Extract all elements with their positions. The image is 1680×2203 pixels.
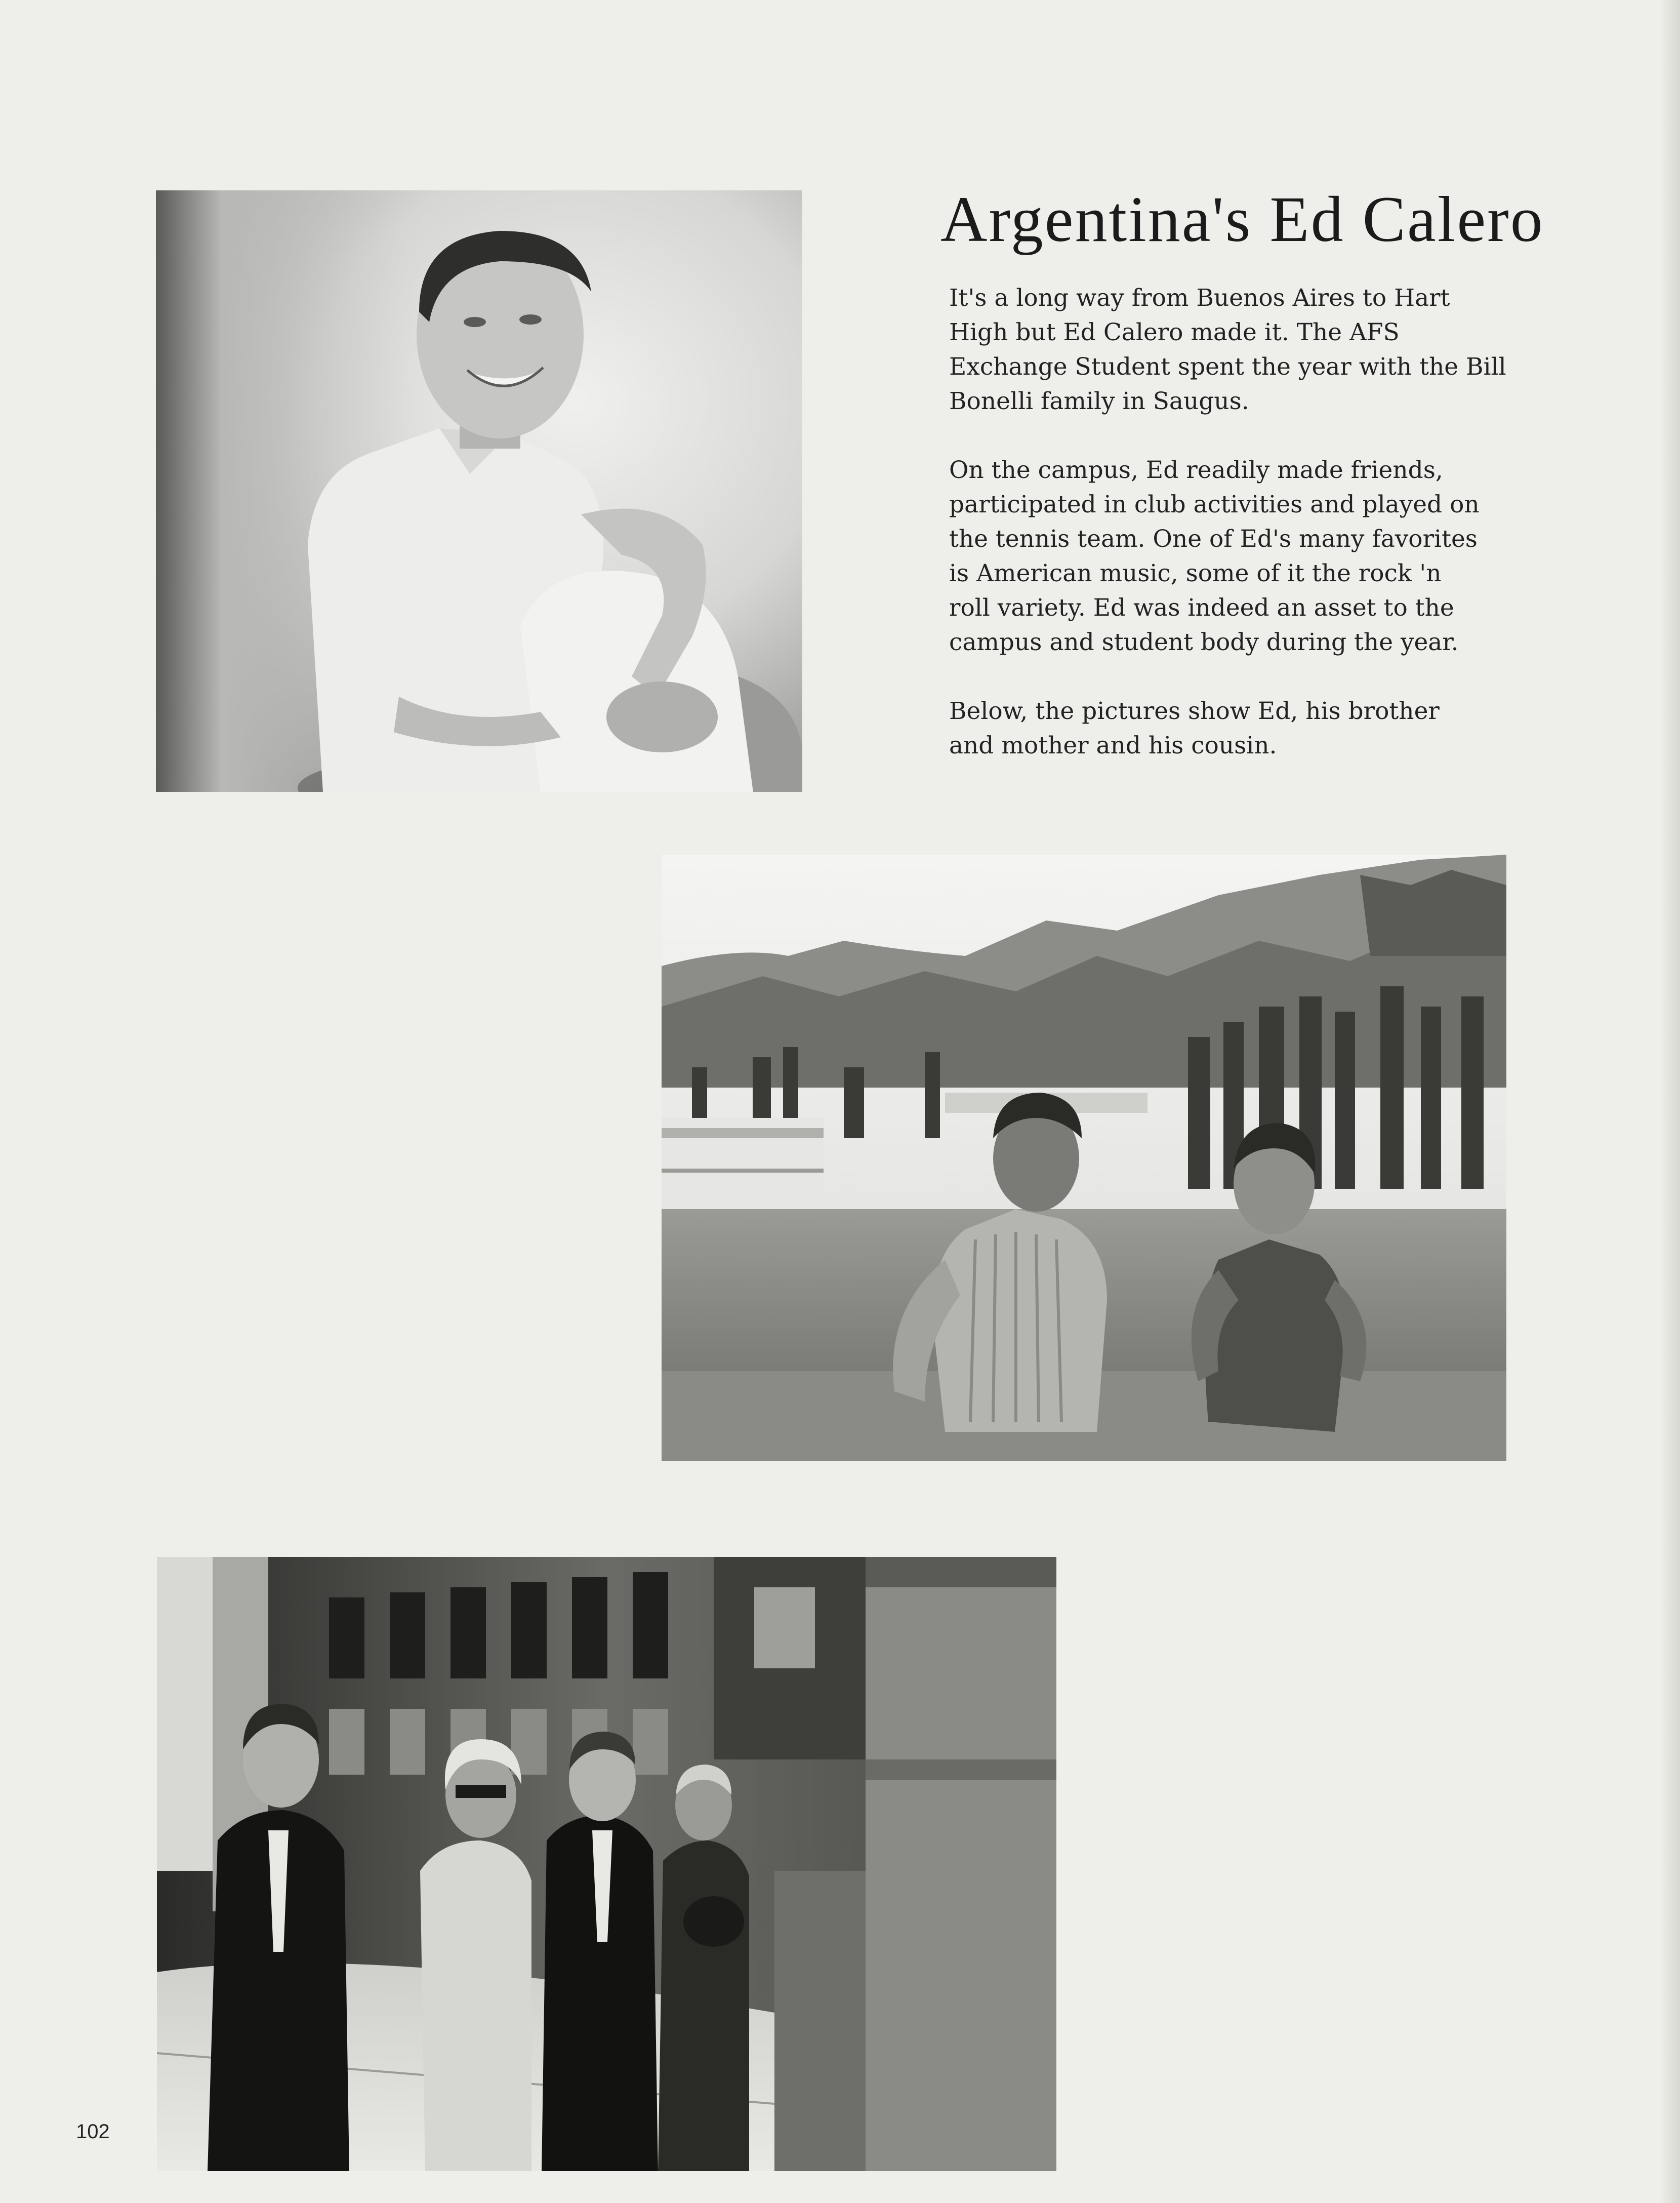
portrait-photo [156, 190, 802, 792]
page-number: 102 [76, 2120, 110, 2143]
page-edge [1660, 0, 1680, 2203]
portrait-photo-image [156, 190, 802, 792]
mountains-photo [662, 855, 1506, 1461]
article-paragraph-2: On the campus, Ed readily made friends, participated in club activities and played on the tennis team. One of Ed's many favorites is American music, some of it the rock 'n roll variety. Ed was indeed an asset to the campus and student body during the year. [949, 456, 1480, 656]
street-photo-image [157, 1557, 1056, 2171]
article-body [949, 281, 1627, 797]
article-title: Argentina's Ed Calero [940, 183, 1544, 255]
article-paragraph-1: It's a long way from Buenos Aires to Hart High but Ed Calero made it. The AFS Exchange Student spent the year with the Bill Bonelli family in Saugus. [949, 284, 1506, 415]
article-paragraph-3: Below, the pictures show Ed, his brother and mother and his cousin. [949, 697, 1440, 759]
mountains-photo-image [662, 855, 1506, 1461]
street-photo [157, 1557, 1056, 2171]
